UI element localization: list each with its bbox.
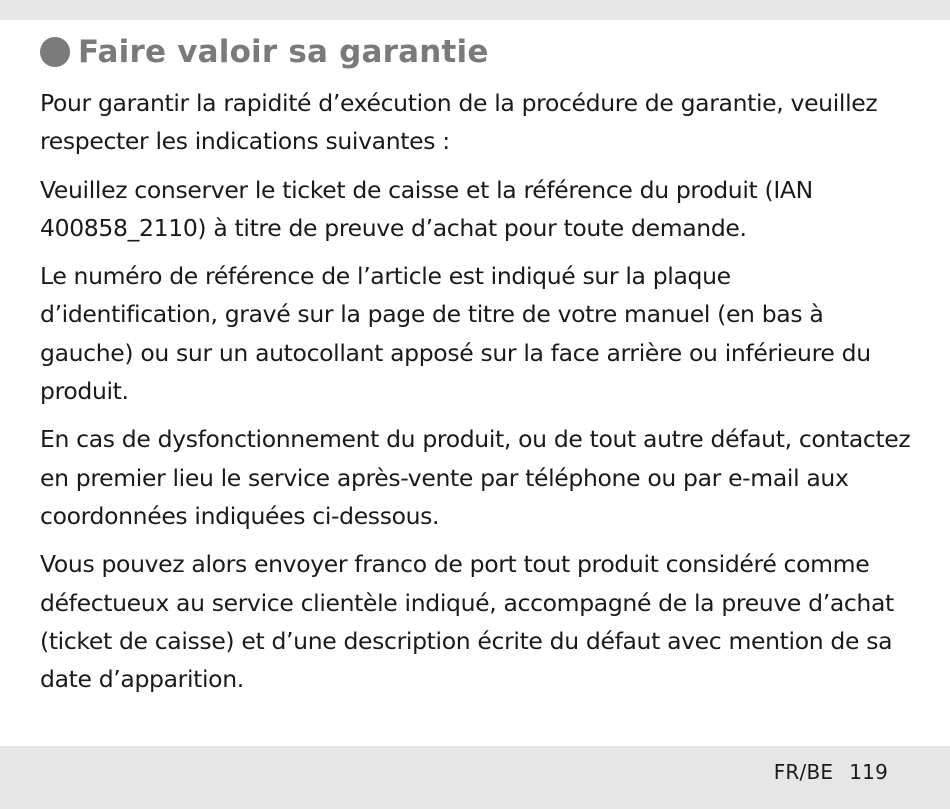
body-text	[40, 84, 915, 708]
section-heading	[40, 34, 489, 70]
paragraph-reference-location: Le numéro de référence de l’article est indiqué sur la plaque d’identification, gravé sur la page de titre de votre manuel (en bas à gauche) ou sur un autocollant apposé sur la face arrière ou inférieure du produit.	[40, 262, 871, 406]
paragraph-send-product: Vous pouvez alors envoyer franco de port tout produit considéré comme défectueux au service clientèle indiqué, accompagné de la preuve d’achat (ticket de caisse) et d’une description écrite du défaut avec mention de sa date d’apparition.	[40, 550, 894, 694]
section-title: Faire valoir sa garantie	[78, 34, 489, 70]
page-number: 119	[849, 760, 888, 784]
bullet-circle-icon	[40, 37, 70, 67]
paragraph-receipt: Veuillez conserver le ticket de caisse et la référence du produit (IAN 400858_2110) à titre de preuve d’achat pour toute demande.	[40, 175, 813, 242]
page-footer	[774, 760, 888, 784]
paragraph-intro: Pour garantir la rapidité d’exécution de la procédure de garantie, veuillez respecter les indications suivantes :	[40, 89, 878, 156]
locale-label: FR/BE	[773, 760, 834, 784]
paragraph-contact-service: En cas de dysfonctionnement du produit, ou de tout autre défaut, contactez en premier lieu le service après-vente par téléphone ou par e-mail aux coordonnées indiquées ci-dessous.	[40, 425, 911, 530]
top-margin-band	[0, 0, 950, 20]
